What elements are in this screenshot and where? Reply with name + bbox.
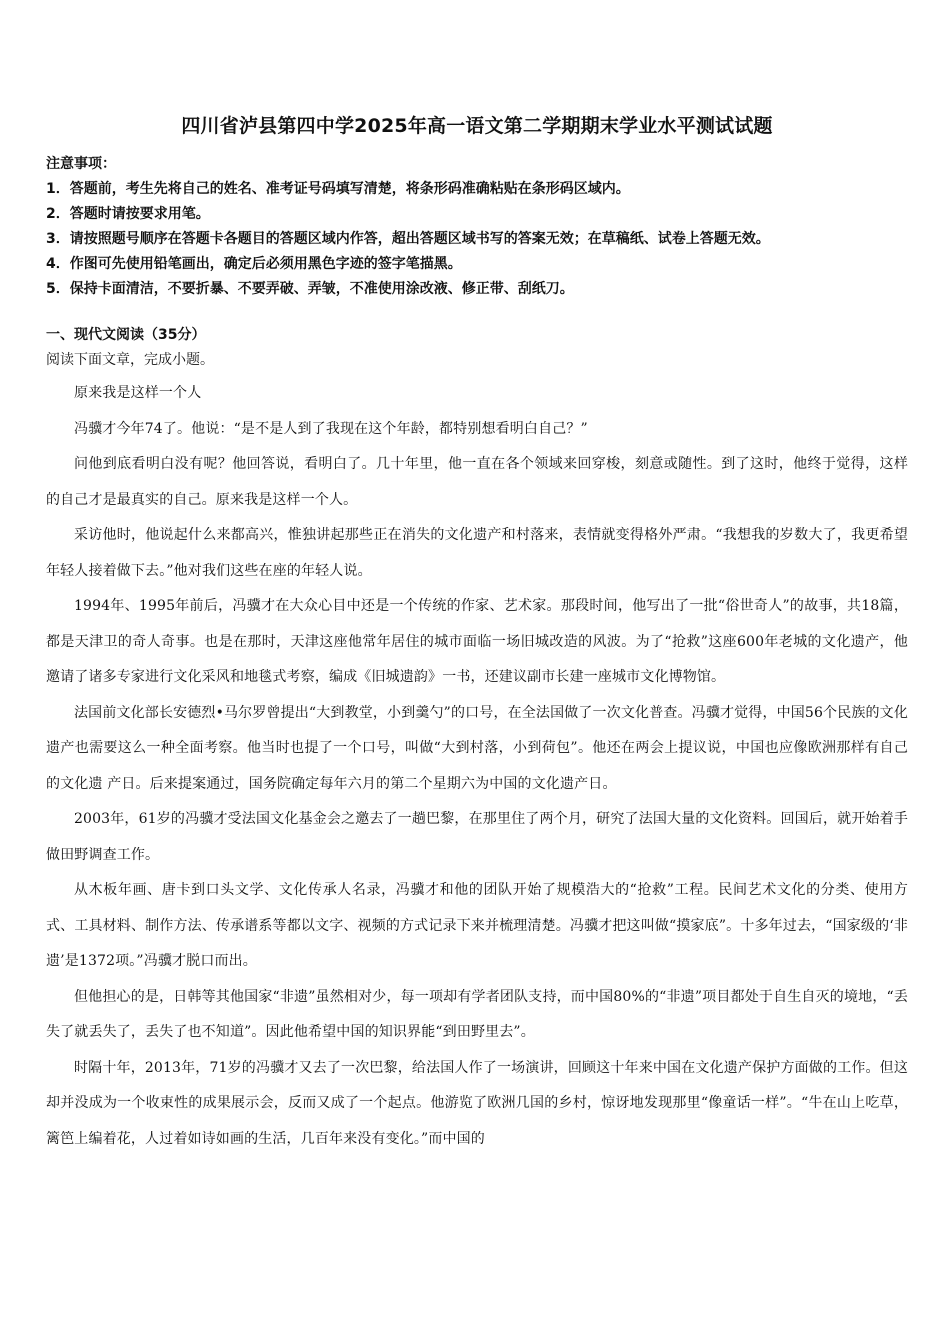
reading-section <box>46 323 908 1157</box>
section-instruction: 阅读下面文章，完成小题。 <box>46 352 214 368</box>
article-paragraph: 冯骥才今年74了。他说：“是不是人到了我现在这个年龄，都特别想看明白自己？” <box>74 420 588 437</box>
notice-list <box>46 177 908 302</box>
article-body <box>46 376 908 1157</box>
notice-item: 5．保持卡面清洁，不要折暴、不要弄破、弄皱，不准使用涂改液、修正带、刮纸刀。 <box>46 281 574 297</box>
article-paragraph: 从木板年画、唐卡到口头文学、文化传承人名录，冯骥才和他的团队开始了规模浩大的“抢救”工程。民间艺术文化的分类、使用方式、工具材料、制作方法、传承谱系等都以文字、视频的方式记录下来并梳理清楚。冯骥才把这叫做“摸家底”。十多年过去，“国家级的‘非遗’是1372项。”冯骥才脱口而出。 <box>46 882 908 969</box>
section-heading: 一、现代文阅读（35分） <box>46 327 206 343</box>
article-paragraph: 1994年、1995年前后，冯骥才在大众心目中还是一个传统的作家、艺术家。那段时间，他写出了一批“俗世奇人”的故事，共18篇，都是天津卫的奇人奇事。也是在那时，天津这座他常年居住的城市面临一场旧城改造的风波。为了“抢救”这座600年老城的文化遗产，他邀请了诸多专家进行文化采风和地毯式考察，编成《旧城遗韵》一书，还建议副市长建一座城市文化博物馆。 <box>46 598 908 685</box>
document-title: 四川省泸县第四中学2025年高一语文第二学期期末学业水平测试试题 <box>181 115 773 137</box>
article-paragraph: 采访他时，他说起什么来都高兴，惟独讲起那些正在消失的文化遗产和村落来，表情就变得格外严肃。“我想我的岁数大了，我更希望年轻人接着做下去。”他对我们这些在座的年轻人说。 <box>46 527 908 579</box>
article-paragraph: 法国前文化部长安德烈•马尔罗曾提出“大到教堂，小到羹勺”的口号，在全法国做了一次文化普查。冯骥才觉得，中国56个民族的文化遗产也需要这么一种全面考察。他当时也提了一个口号，叫做“大到村落，小到荷包”。他还在两会上提议说，中国也应像欧洲那样有自己的文化遗 产日。后来提案通过，国务院确定每年六月的第二个星期六为中国的文化遗产日。 <box>46 704 908 792</box>
article-title: 原来我是这样一个人 <box>74 385 202 401</box>
notice-item: 2．答题时请按要求用笔。 <box>46 206 210 222</box>
article-paragraph: 时隔十年，2013年，71岁的冯骥才又去了一次巴黎，给法国人作了一场演讲，回顾这十年来中国在文化遗产保护方面做的工作。但这却并没成为一个收束性的成果展示会，反而又成了一个起点。他游览了欧洲几国的乡村，惊讶地发现那里“像童话一样”。“牛在山上吃草，篱笆上编着花，人过着如诗如画的生活，几百年来没有变化。”而中国的 <box>46 1059 908 1147</box>
notice-item: 3．请按照题号顺序在答题卡各题目的答题区域内作答，超出答题区域书写的答案无效；在草稿纸、试卷上答题无效。 <box>46 231 770 247</box>
document-page <box>46 112 908 1157</box>
notice-item: 1．答题前，考生先将自己的姓名、准考证号码填写清楚，将条形码准确粘贴在条形码区域内。 <box>46 181 630 197</box>
notice-block <box>46 152 908 302</box>
notice-heading: 注意事项： <box>46 156 116 172</box>
article-paragraph: 但他担心的是，日韩等其他国家“非遗”虽然相对少，每一项却有学者团队支持，而中国80%的“非遗”项目都处于自生自灭的境地，“丢失了就丢失了，丢失了也不知道”。因此他希望中国的知识界能“到田野里去”。 <box>46 988 908 1040</box>
article-paragraph: 2003年，61岁的冯骥才受法国文化基金会之邀去了一趟巴黎，在那里住了两个月，研究了法国大量的文化资料。回国后，就开始着手做田野调查工作。 <box>46 811 908 863</box>
article-paragraph: 问他到底看明白没有呢？他回答说，看明白了。几十年里，他一直在各个领域来回穿梭，刻意或随性。到了这时，他终于觉得，这样的自己才是最真实的自己。原来我是这样一个人。 <box>46 456 908 508</box>
notice-item: 4．作图可先使用铅笔画出，确定后必须用黑色字迹的签字笔描黑。 <box>46 256 462 272</box>
